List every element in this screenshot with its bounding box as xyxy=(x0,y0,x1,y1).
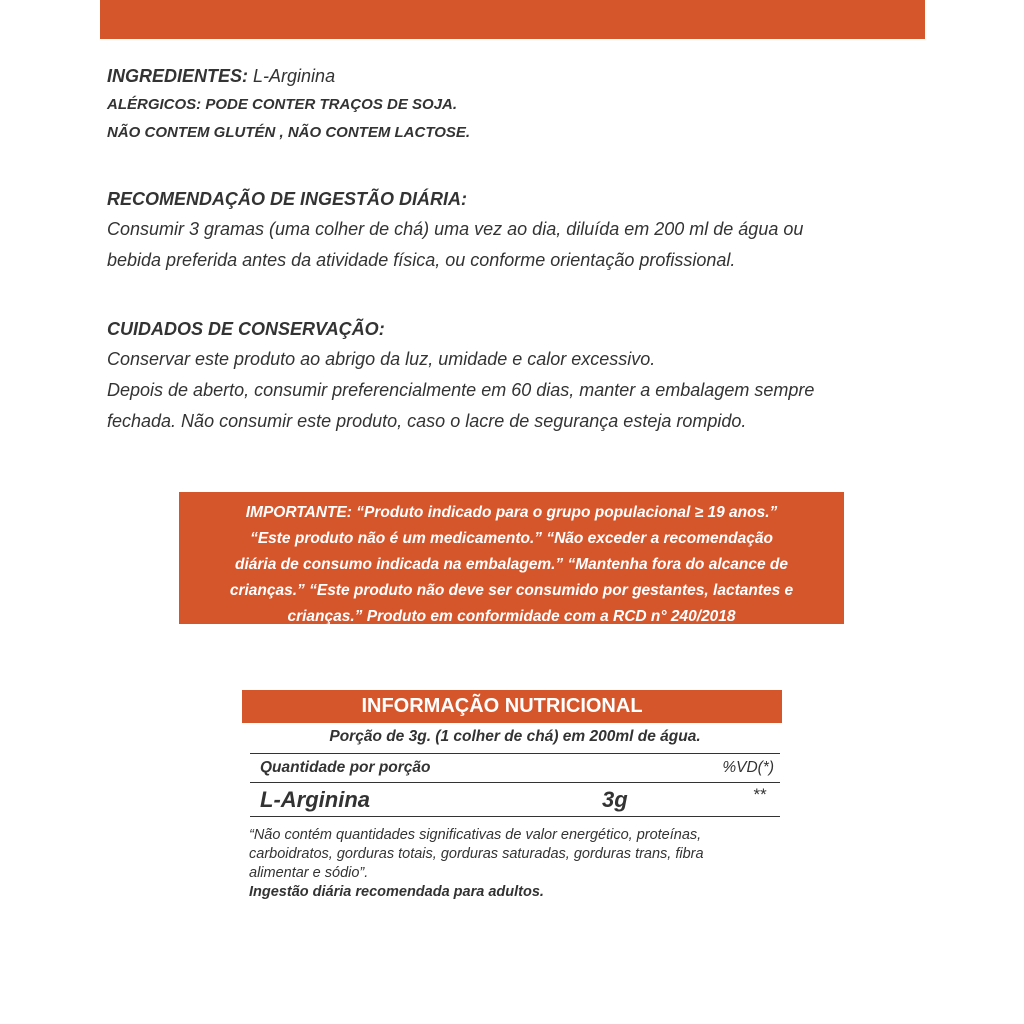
conservation-title: CUIDADOS DE CONSERVAÇÃO: xyxy=(107,319,385,339)
allergens-text: ALÉRGICOS: PODE CONTER TRAÇOS DE SOJA. xyxy=(107,96,458,113)
quantity-per-serving-label: Quantidade por porção xyxy=(260,759,431,776)
important-line: crianças.” “Este produto não deve ser consumido por gestantes, lactantes e xyxy=(229,582,794,599)
footnote-line: alimentar e sódio”. xyxy=(249,865,369,881)
conservation-line: Conservar este produto ao abrigo da luz, umidade e calor excessivo. xyxy=(107,349,656,369)
nutrient-quantity: 3g xyxy=(602,787,628,812)
recommendation-line: bebida preferida antes da atividade física, ou conforme orientação profissional. xyxy=(107,250,736,270)
table-column-headers xyxy=(250,754,780,782)
footnote-line: carboidratos, gorduras totais, gorduras saturadas, gorduras trans, fibra xyxy=(249,846,704,862)
recommendation-line: Consumir 3 gramas (uma colher de chá) uma vez ao dia, diluída em 200 ml de água ou xyxy=(107,219,804,239)
important-line: “Este produto não é um medicamento.” “Não exceder a recomendação xyxy=(250,530,773,547)
important-line: crianças.” Produto em conformidade com a RCD n° 240/2018 xyxy=(287,608,736,625)
ingredients-value: L-Arginina xyxy=(253,66,336,86)
recommendation-section xyxy=(107,184,803,276)
conservation-line: fechada. Não consumir este produto, caso o lacre de segurança esteja rompido. xyxy=(107,411,747,431)
table-row xyxy=(250,783,780,816)
ingredients-label: INGREDIENTES: xyxy=(107,66,249,86)
conservation-section xyxy=(107,314,814,437)
important-line: diária de consumo indicada na embalagem.” “Mantenha fora do alcance de xyxy=(235,556,788,573)
ingredients-section xyxy=(107,61,470,147)
nutrition-header: INFORMAÇÃO NUTRICIONAL xyxy=(242,690,782,723)
gluten-lactose-text: NÃO CONTEM GLUTÉN , NÃO CONTEM LACTOSE. xyxy=(107,124,471,141)
nutrient-name: L-Arginina xyxy=(260,787,370,812)
vd-label: %VD(*) xyxy=(722,759,774,776)
conservation-line: Depois de aberto, consumir preferencialmente em 60 dias, manter a embalagem sempre xyxy=(107,380,815,400)
nutrient-vd: ** xyxy=(752,785,766,804)
important-notice-box xyxy=(179,492,844,624)
footnote-bold-line: Ingestão diária recomendada para adultos. xyxy=(249,884,544,900)
serving-size: Porção de 3g. (1 colher de chá) em 200ml de água. xyxy=(329,728,701,745)
recommendation-title: RECOMENDAÇÃO DE INGESTÃO DIÁRIA: xyxy=(107,189,468,209)
footnote-line: “Não contém quantidades significativas de valor energético, proteínas, xyxy=(249,827,702,843)
nutrition-table xyxy=(242,690,782,817)
important-line: IMPORTANTE: “Produto indicado para o grupo populacional ≥ 19 anos.” xyxy=(245,504,778,521)
nutrition-footnote xyxy=(249,826,779,902)
top-accent-bar xyxy=(100,0,925,39)
ingredients-line xyxy=(107,61,470,91)
table-divider xyxy=(250,816,780,817)
